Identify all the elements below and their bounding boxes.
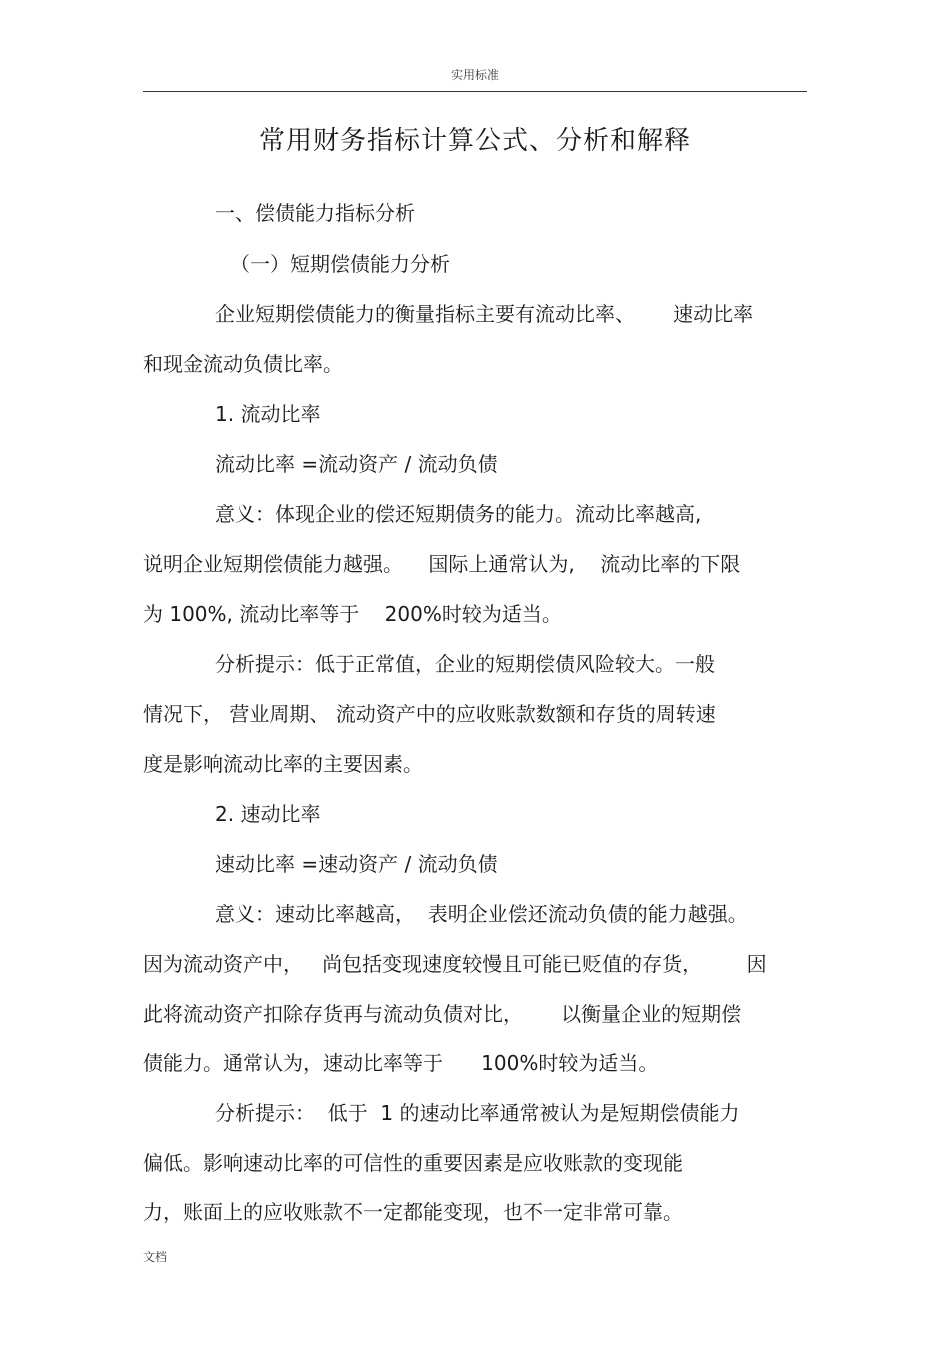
paragraph-line: 力，账面上的应收账款不一定都能变现，也不一定非常可靠。 (143, 1200, 683, 1224)
paragraph-line: 说明企业短期偿债能力越强。 国际上通常认为, 流动比率的下限 (143, 552, 741, 576)
paragraph-line: 债能力。通常认为，速动比率等于 100%时较为适当。 (143, 1051, 659, 1075)
paragraph-line: 和现金流动负债比率。 (143, 352, 343, 376)
paragraph-line: 因为流动资产中， 尚包括变现速度较慢且可能已贬值的存货， 因 (143, 952, 767, 976)
document-title: 常用财务指标计算公式、分析和解释 (258, 126, 691, 156)
paragraph-line: 分析提示： 低于 1 的速动比率通常被认为是短期偿债能力 (215, 1101, 740, 1125)
page-header: 实用标准 (450, 68, 499, 82)
paragraph-line: 意义：体现企业的偿还短期债务的能力。流动比率越高, (215, 502, 702, 526)
item-heading: 2. 速动比率 (215, 802, 321, 826)
paragraph-line: 分析提示：低于正常值，企业的短期偿债风险较大。一般 (215, 652, 715, 676)
subsection-heading: （一）短期偿债能力分析 (230, 252, 450, 276)
paragraph-line: 为 100%, 流动比率等于 200%时较为适当。 (143, 602, 562, 626)
page-footer: 文档 (143, 1250, 168, 1264)
formula-line: 流动比率 =流动资产 / 流动负债 (215, 452, 498, 476)
paragraph-line: 度是影响流动比率的主要因素。 (143, 752, 423, 776)
paragraph-line: 偏低。影响速动比率的可信性的重要因素是应收账款的变现能 (143, 1151, 683, 1175)
header-divider (143, 91, 807, 92)
paragraph-line: 情况下， 营业周期、 流动资产中的应收账款数额和存货的周转速 (143, 702, 716, 726)
formula-line: 速动比率 =速动资产 / 流动负债 (215, 852, 498, 876)
item-heading: 1. 流动比率 (215, 402, 321, 426)
paragraph-line: 意义：速动比率越高， 表明企业偿还流动负债的能力越强。 (215, 902, 748, 926)
paragraph-line: 企业短期偿债能力的衡量指标主要有流动比率、 速动比率 (215, 302, 754, 326)
section-heading: 一、偿债能力指标分析 (215, 201, 415, 225)
paragraph-line: 此将流动资产扣除存货再与流动负债对比， 以衡量企业的短期偿 (143, 1002, 742, 1026)
